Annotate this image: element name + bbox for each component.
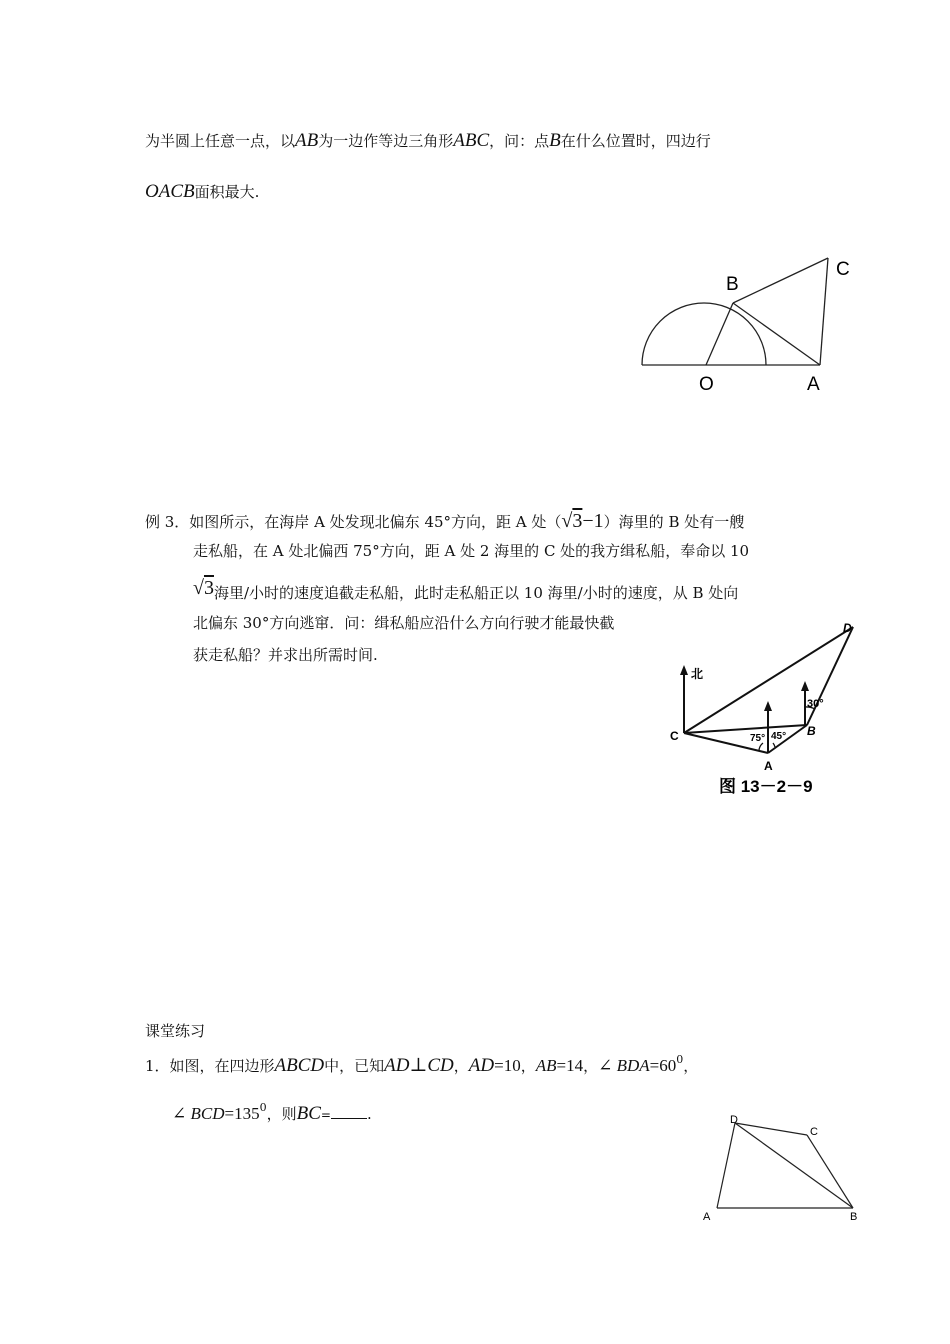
problem-line-2 xyxy=(145,182,259,201)
example3-line-1 xyxy=(145,511,744,531)
text: ， xyxy=(583,1057,599,1075)
practice-q1-line-1 xyxy=(145,1054,698,1075)
fig1-label-a: A xyxy=(807,374,820,395)
answer-blank[interactable] xyxy=(331,1106,367,1119)
math-perp: AD⊥CD xyxy=(384,1055,454,1076)
fig2-caption: 图 13－2－9 xyxy=(719,777,813,796)
text: ， xyxy=(520,1057,536,1075)
math-ad: AD xyxy=(468,1055,495,1076)
fig2-angle-30: 30° xyxy=(807,698,824,710)
text: ， xyxy=(683,1057,699,1075)
math-ab: AB xyxy=(535,1056,557,1075)
practice-q1-line-2 xyxy=(172,1102,372,1123)
text: ， xyxy=(453,1057,469,1075)
fig3-label-b: B xyxy=(850,1211,858,1223)
sqrt-three: √3 xyxy=(193,577,214,599)
fig2-north-label: 北 xyxy=(691,667,704,681)
text: 为半圆上任意一点，以 xyxy=(145,132,296,150)
figure-navigation xyxy=(665,615,870,800)
math-ad-value: =10 xyxy=(494,1056,521,1075)
sqrt-expression: √3−1 xyxy=(561,510,604,532)
math-b: B xyxy=(549,130,561,151)
equals: = xyxy=(320,1108,331,1122)
math-ab-value: =14 xyxy=(556,1056,584,1075)
text: 例 3．如图所示，在海岸 A 处发现北偏东 45°方向，距 A 处（ xyxy=(145,513,562,531)
math-sup: 0 xyxy=(259,1101,267,1114)
math-angle-bcd-value: =135 xyxy=(224,1104,260,1123)
fig2-angle-45: 45° xyxy=(771,731,787,742)
text: 为一边作等边三角形 xyxy=(318,132,454,150)
fig2-label-c: C xyxy=(670,729,679,743)
example3-line-3 xyxy=(193,577,739,602)
text: 在什么位置时，四边行 xyxy=(560,132,711,150)
figure-quadrilateral xyxy=(695,1110,870,1225)
text: ）海里的 B 处有一艘 xyxy=(603,513,745,531)
text: 面积最大. xyxy=(194,183,260,201)
sqrt-arg: 3 xyxy=(572,510,583,532)
fig3-label-a: A xyxy=(703,1211,711,1223)
text: ，则 xyxy=(266,1105,297,1123)
fig1-label-b: B xyxy=(726,274,739,295)
figure-semicircle xyxy=(630,250,860,400)
text: . xyxy=(366,1105,372,1123)
example3-line-4: 北偏东 30°方向逃窜．问：缉私船应沿什么方向行驶才能最快截 xyxy=(193,614,615,632)
math-oacb: OACB xyxy=(145,181,195,202)
text: 中，已知 xyxy=(324,1057,385,1075)
math-sup: 0 xyxy=(676,1053,684,1066)
problem-line-1 xyxy=(145,131,711,150)
math-angle-bda: ∠ BDA xyxy=(598,1056,650,1075)
fig3-label-d: D xyxy=(730,1114,738,1126)
fig1-label-o: O xyxy=(699,374,714,395)
text: ，问：点 xyxy=(489,132,550,150)
fig1-label-c: C xyxy=(836,259,850,280)
practice-heading: 课堂练习 xyxy=(145,1022,206,1040)
example3-line-2: 走私船，在 A 处北偏西 75°方向，距 A 处 2 海里的 C 处的我方缉私船，奉命以 10 xyxy=(193,542,750,560)
math-abcd: ABCD xyxy=(274,1055,325,1076)
math-angle-bcd: ∠ BCD xyxy=(172,1104,225,1123)
fig2-label-d: D xyxy=(843,621,852,635)
fig2-angle-75: 75° xyxy=(750,733,766,744)
math-abc: ABC xyxy=(453,130,490,151)
text: 1．如图，在四边形 xyxy=(145,1057,275,1075)
math-angle-bda-value: =60 xyxy=(649,1056,677,1075)
text: 海里/小时的速度追截走私船，此时走私船正以 10 海里/小时的速度，从 B 处向 xyxy=(213,584,739,602)
fig3-label-c: C xyxy=(810,1126,818,1138)
minus-one: −1 xyxy=(582,510,604,532)
fig2-label-b: B xyxy=(807,724,816,738)
fig2-label-a: A xyxy=(764,759,773,773)
sqrt-arg: 3 xyxy=(203,577,214,599)
math-ab: AB xyxy=(295,130,319,151)
math-bc: BC xyxy=(296,1103,321,1124)
example3-line-5: 获走私船？并求出所需时间. xyxy=(193,646,378,664)
